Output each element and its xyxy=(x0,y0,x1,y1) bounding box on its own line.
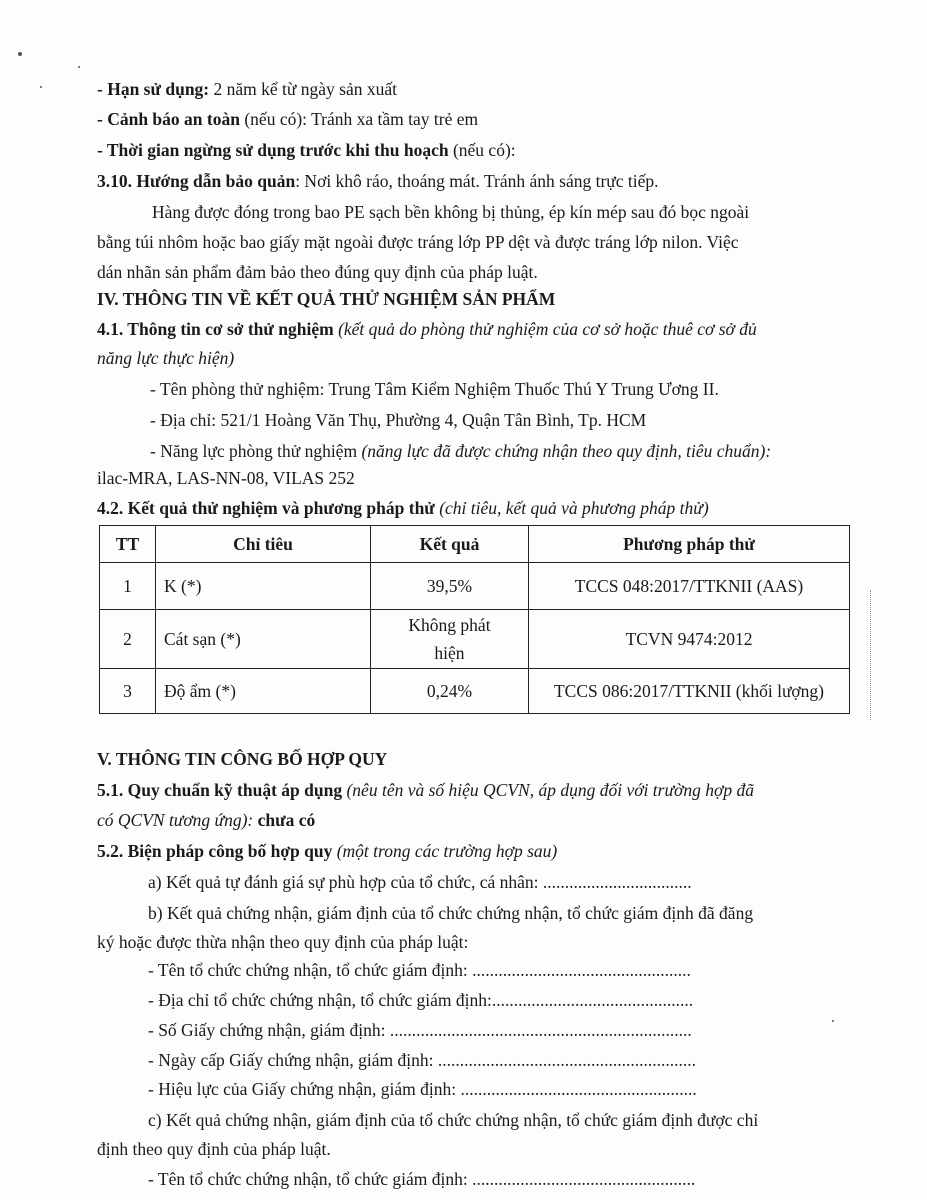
option-b-field: - Hiệu lực của Giấy chứng nhận, giám định: ...................................................... xyxy=(148,1079,697,1099)
cell-result: 39,5% xyxy=(371,563,529,610)
table-header-row xyxy=(100,526,850,563)
cell-result: 0,24% xyxy=(371,669,529,714)
option-b: b) Kết quả chứng nhận, giám định của tổ chức chứng nhận, tổ chức giám định đã đăng xyxy=(148,903,754,923)
standard-value: có QCVN tương ứng): chưa có xyxy=(97,810,316,830)
table-row xyxy=(100,610,850,669)
shelf-life-line: - Hạn sử dụng: 2 năm kể từ ngày sản xuất xyxy=(97,79,397,99)
cell-tt: 2 xyxy=(100,610,156,669)
cell-tt: 1 xyxy=(100,563,156,610)
standard-heading: 5.1. Quy chuẩn kỹ thuật áp dụng (nêu tên và số hiệu QCVN, áp dụng đối với trường hợp đã xyxy=(97,780,754,800)
scan-speck xyxy=(832,1020,834,1022)
safety-warning-line: - Cảnh báo an toàn (nếu có): Tránh xa tầm tay trẻ em xyxy=(97,109,479,129)
option-c-continued: định theo quy định của pháp luật. xyxy=(97,1139,331,1159)
col-header: TT xyxy=(100,526,156,563)
option-b-field: - Số Giấy chứng nhận, giám định: ..................................................................... xyxy=(148,1020,692,1040)
cell-result: Không phát hiện xyxy=(371,610,529,669)
option-c: c) Kết quả chứng nhận, giám định của tổ chức chứng nhận, tổ chức giám định được chỉ xyxy=(148,1110,759,1130)
col-header: Phương pháp thử xyxy=(529,526,850,563)
lab-capability: - Năng lực phòng thử nghiệm (năng lực đã được chứng nhận theo quy định, tiêu chuẩn): xyxy=(150,441,772,461)
scan-speck xyxy=(40,86,42,88)
cell-method: TCCS 048:2017/TTKNII (AAS) xyxy=(529,563,850,610)
option-a: a) Kết quả tự đánh giá sự phù hợp của tổ chức, cá nhân: .................................. xyxy=(148,872,692,892)
cell-indicator: K (*) xyxy=(156,563,371,610)
lab-name: - Tên phòng thử nghiệm: Trung Tâm Kiểm Nghiệm Thuốc Thú Y Trung Ương II. xyxy=(150,379,719,399)
lab-address: - Địa chỉ: 521/1 Hoàng Văn Thụ, Phường 4, Quận Tân Bình, Tp. HCM xyxy=(150,410,647,430)
section-iv-title: IV. THÔNG TIN VỀ KẾT QUẢ THỬ NGHIỆM SẢN PHẨM xyxy=(97,289,556,309)
conformity-heading: 5.2. Biện pháp công bố hợp quy (một trong các trường hợp sau) xyxy=(97,841,558,861)
cell-indicator: Cát sạn (*) xyxy=(156,610,371,669)
option-b-field: - Tên tổ chức chứng nhận, tổ chức giám định: .................................................. xyxy=(148,960,691,980)
storage-heading: 3.10. Hướng dẫn bảo quản: Nơi khô ráo, thoáng mát. Tránh ánh sáng trực tiếp. xyxy=(97,171,659,191)
cell-indicator: Độ ẩm (*) xyxy=(156,669,371,714)
option-b-continued: ký hoặc được thừa nhận theo quy định của pháp luật: xyxy=(97,932,469,952)
cell-method: TCVN 9474:2012 xyxy=(529,610,850,669)
option-c-field: - Tên tổ chức chứng nhận, tổ chức giám định: ................................................... xyxy=(148,1169,696,1189)
lab-info-note: năng lực thực hiện) xyxy=(97,348,235,368)
test-results-heading: 4.2. Kết quả thử nghiệm và phương pháp thử (chỉ tiêu, kết quả và phương pháp thử) xyxy=(97,498,709,518)
cell-tt: 3 xyxy=(100,669,156,714)
option-b-field: - Địa chỉ tổ chức chứng nhận, tổ chức giám định:.............................................. xyxy=(148,990,694,1010)
lab-accreditation: ilac-MRA, LAS-NN-08, VILAS 252 xyxy=(97,468,355,488)
withdrawal-period-line: - Thời gian ngừng sử dụng trước khi thu hoạch (nếu có): xyxy=(97,140,516,160)
scan-edge-artifact xyxy=(870,590,901,720)
option-b-field: - Ngày cấp Giấy chứng nhận, giám định: ........................................................... xyxy=(148,1050,697,1070)
scan-speck xyxy=(78,66,80,68)
storage-paragraph-line: dán nhãn sản phẩm đảm bảo theo đúng quy định của pháp luật. xyxy=(97,262,538,282)
scan-speck xyxy=(18,52,22,56)
storage-paragraph-line: bằng túi nhôm hoặc bao giấy mặt ngoài được tráng lớp PP dệt và được tráng lớp nilon. Việc xyxy=(97,232,739,252)
section-v-title: V. THÔNG TIN CÔNG BỐ HỢP QUY xyxy=(97,749,388,769)
test-results-table xyxy=(99,525,850,714)
col-header: Kết quả xyxy=(371,526,529,563)
table-row xyxy=(100,669,850,714)
cell-method: TCCS 086:2017/TTKNII (khối lượng) xyxy=(529,669,850,714)
col-header: Chỉ tiêu xyxy=(156,526,371,563)
lab-info-heading: 4.1. Thông tin cơ sở thử nghiệm (kết quả do phòng thử nghiệm của cơ sở hoặc thuê cơ sở đủ xyxy=(97,319,757,339)
storage-paragraph-line: Hàng được đóng trong bao PE sạch bền không bị thủng, ép kín mép sau đó bọc ngoài xyxy=(152,202,750,222)
table-row xyxy=(100,563,850,610)
